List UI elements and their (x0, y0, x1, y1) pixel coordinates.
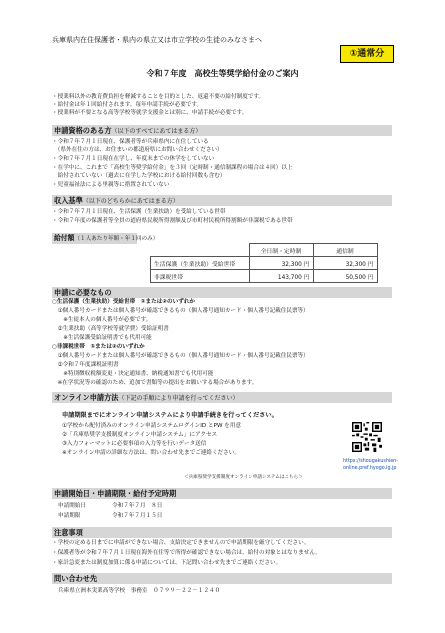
documents-line: ○非課税世帯 ①または②のいずれか (52, 344, 145, 350)
qr-code-icon[interactable] (352, 422, 382, 452)
system-url-continued[interactable]: online.pref.hyogo.lg.jp (343, 466, 397, 471)
amount-heading (52, 233, 159, 244)
qr-caption: ＜兵庫県奨学支援制度オンライン申請システムはこちら＞ (184, 475, 303, 480)
amount-cell: 143,700 円 (249, 270, 313, 283)
documents-line: ※特別徴収税額変更・決定通知書、納税通知書でも代用可能 (52, 371, 214, 377)
income-heading (52, 195, 392, 206)
online-box-title: 申請期限までにオンライン申請システムにより申請手続きを行ってください。 (62, 412, 278, 419)
income-title: 収入基準 (54, 196, 83, 205)
income-item: ・令和７年７月１日現在、生活保護（生業扶助）を受給している世帯 (52, 209, 226, 215)
contact-heading (52, 573, 392, 584)
eligibility-title: 申請資格のある方 (54, 126, 112, 135)
amount-title: 給付額 (54, 234, 75, 242)
page-title: 令和７年度 高校生等奨学給付金のご案内 (146, 69, 299, 78)
documents-line: ①個人番号カードまたは個人番号が確認できるもの（個人番号通知カード・個人番号記載住民票等） (52, 353, 309, 359)
eligibility-heading (52, 125, 392, 136)
note-item: ・保護者等が令和７年７月１日現在海外在住等で所得が確認できない場合は、給付の対象とはなりません。 (52, 550, 321, 556)
eligibility-item: ・児童福祉法による里親等に措置されていない (52, 182, 170, 188)
online-step: ②「兵庫県奨学支援制度オンライン申請システム」にアクセス (62, 432, 218, 438)
amount-subtitle: （１人あたり年額・年１回のみ） (74, 236, 159, 242)
intro-line: ・授業料が不要となる高等学校等就学支援金とは別に、申請手続が必要です。 (52, 110, 248, 116)
income-subtitle: （以下のどちらかにあてはまる方） (82, 198, 179, 205)
deadline-label: 申請期限 (58, 513, 81, 519)
contact-title: 問い合わせ先 (54, 574, 98, 583)
eligibility-item: （県外在住の方は、お住まいの都道府県にお問い合わせください） (52, 147, 223, 153)
online-subtitle: （下記の手順により申請を行ってください） (118, 395, 239, 402)
online-heading (52, 392, 392, 403)
online-step: ※オンライン申請の詳細な方法は、問い合わせ先までご連絡ください。 (62, 450, 240, 456)
income-item: ・令和７年度の保護者等全員の道府県民税所得割額及び市町村民税所得割額が非課税である世帯 (52, 218, 293, 224)
documents-line: ①個人番号カードまたは個人番号が確認できるもの（個人番号通知カード・個人番号記載住民票等） (52, 308, 309, 314)
system-url[interactable]: https://shougakushien- (343, 459, 398, 464)
online-step: ①学校から配付済みのオンライン申請システムログインID とPW を用意 (62, 423, 242, 429)
documents-line: ②生業扶助（高等学校等就学費）受給証明書 (52, 326, 169, 332)
eligibility-subtitle: （以下のすべてにあてはまる方） (111, 128, 202, 135)
category-badge: ①通常分 (340, 45, 394, 63)
amount-cell: 50,500 円 (313, 270, 377, 283)
start-date-value: 令和７年７月 ８日 (112, 503, 163, 509)
amount-cell: 32,300 円 (249, 257, 313, 270)
amount-table (150, 243, 378, 283)
period-heading (52, 488, 392, 499)
eligibility-item: ・在学中に、これまで「高校生等奨学給付金」を３回（定時制・通信制課程の場合は４回）以上 (52, 165, 293, 171)
intro-line: ・給付金は年１回給付されます。毎年申請手続が必要です。 (52, 102, 203, 108)
notes-title: 注意事項 (54, 528, 83, 537)
period-title: 申請開始日・申請期限・給付予定時期 (54, 489, 177, 498)
online-step: ③入力フォーマットに必要事項の入力等を行いデータ送信 (62, 441, 207, 447)
row-label: 非課税世帯 (151, 270, 250, 283)
documents-line: ※生徒本人の個人番号が必要です。 (52, 317, 152, 323)
note-item: ・家計急変または制度加算に係る申請については、下記問い合わせ先までご連絡ください。 (52, 560, 282, 566)
start-date-label: 申請開始日 (58, 503, 86, 509)
note-item: ・学校の定める日までに申請ができない場合、支給決定できませんので申請期限を厳守してください。 (52, 540, 310, 546)
documents-line: ②令和７年度課税証明書 (52, 362, 119, 368)
column-header: 全日制・定時制 (249, 244, 313, 257)
intro-line: ・授業料以外の教育費負担を軽減することを目的とした、返還不要の給付制度です。 (52, 94, 265, 100)
eligibility-item: ・令和７年７月１日現在、保護者等が兵庫県内に在住している (52, 139, 209, 145)
page-header: 兵庫県内在住保護者・県内の県立又は市立学校の生徒のみなさまへ (52, 36, 262, 44)
column-header: 通信制 (313, 244, 377, 257)
online-title: オンライン申請方法 (54, 393, 119, 402)
documents-line: ※在学状況等の確認のため、追加で書類等の提出をお願いする場合があります。 (52, 380, 258, 386)
documents-title: 申請に必要なもの (54, 288, 112, 297)
row-label: 生活保護（生業扶助）受給世帯 (151, 257, 250, 270)
documents-line: ○生活保護（生業扶助）受給世帯 ①または②のいずれか (52, 299, 196, 305)
documents-line: ※生活保護受給証明書でも代用可能 (52, 335, 152, 341)
amount-cell: 32,300 円 (313, 257, 377, 270)
deadline-value: 令和７年７月１５日 (112, 513, 163, 519)
documents-heading (52, 287, 392, 298)
contact-info: 兵庫県立洲本実業高等学校 事務室 ０７９９－２２－１２４０ (58, 588, 221, 594)
eligibility-item: ・令和７年７月１日現在在学し、年度末までの休学をしていない (52, 156, 215, 162)
eligibility-item: 給付されていない（過去に在学した学校における給付回数も含む） (52, 173, 226, 179)
notes-heading (52, 527, 392, 538)
